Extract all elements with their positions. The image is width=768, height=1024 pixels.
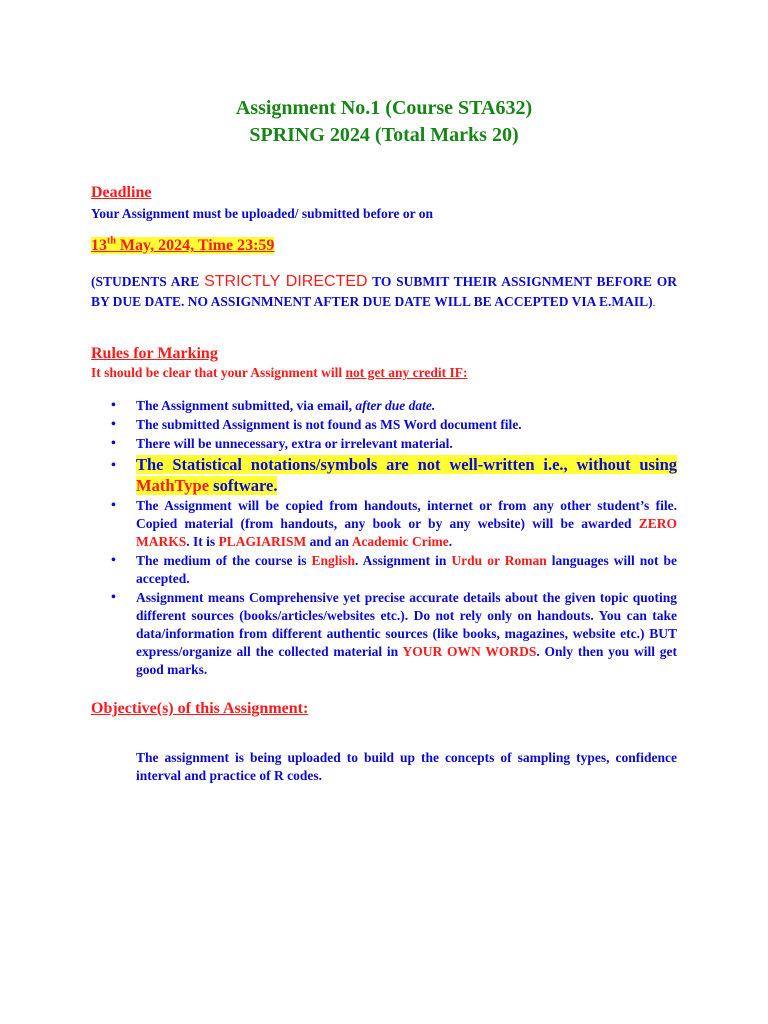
rule-item-6 (91, 552, 677, 588)
rule-5-academic-crime: Academic Crime (351, 534, 449, 549)
rule-6-text: The medium of the course is (136, 553, 312, 568)
rule-7-text: Assignment means Comprehensive yet precise accurate details about the given topic quoting different sources (books/articles/websites etc.). Do not rely only on handouts. You can take data/information from different authentic sources (like books, magazines, website etc.) BUT express/organize all the collected material in (136, 590, 677, 659)
rule-2-text: The submitted Assignment is not found as MS Word document file. (136, 417, 522, 432)
rule-5-plagiarism: PLAGIARISM (218, 534, 307, 549)
rule-6-mid: . Assignment in (355, 553, 452, 568)
rule-6-end: languages will not be accepted. (136, 553, 677, 586)
rule-1-italic: after due date. (355, 398, 436, 413)
rules-intro (91, 365, 468, 381)
objectives-heading: Objective(s) of this Assignment: (91, 700, 309, 717)
rule-item-1 (91, 397, 677, 415)
title-line-2: SPRING 2024 (Total Marks 20) (249, 124, 519, 146)
rule-4-text: The Statistical notations/symbols are not well-written i.e., without using (136, 455, 677, 474)
rule-5-zero-marks: ZERO MARKS (136, 516, 677, 549)
rule-4-mathtype: MathType (136, 476, 210, 495)
rules-list (91, 397, 677, 679)
rule-4-highlight (136, 455, 677, 495)
deadline-heading: Deadline (91, 184, 152, 201)
deadline-date-day: 13 (91, 237, 107, 255)
rule-5-mid2: and an (306, 534, 352, 549)
deadline-intro: Your Assignment must be uploaded/ submitted before or on (91, 206, 434, 221)
rule-7-end: . Only then you will get good marks. (136, 644, 678, 677)
deadline-date-highlight (91, 237, 274, 254)
directive-emphasis: STRICTLY DIRECTED (204, 273, 368, 290)
directive-end: . (652, 296, 656, 309)
rule-5-text: The Assignment will be copied from handouts, internet or from any other student’s file. Copied material (from handouts, any book or by any website) will be awarded (136, 498, 677, 531)
directive-prefix: (STUDENTS ARE (91, 274, 205, 289)
deadline-date (91, 236, 274, 255)
rule-7-own-words: YOUR OWN WORDS (402, 644, 537, 659)
title-line-1: Assignment No.1 (Course STA632) (235, 97, 533, 119)
rules-intro-prefix: It should be clear that your Assignment will (91, 365, 346, 380)
rules-intro-emphasis: not get any credit IF: (345, 365, 468, 380)
submission-directive (91, 272, 677, 313)
rule-1-text: The Assignment submitted, via email, (136, 398, 356, 413)
rule-item-7 (91, 589, 677, 679)
rule-5-mid: . It is (186, 534, 219, 549)
rule-item-5 (91, 497, 677, 551)
directive-rest: TO SUBMIT THEIR ASSIGNMENT BEFORE OR BY DUE DATE. NO ASSIGNMNENT AFTER DUE DATE WILL BE ACCEPTED VIA E.MAIL) (91, 274, 678, 309)
rules-heading: Rules for Marking (91, 345, 218, 362)
deadline-date-rest: May, 2024, Time 23:59 (115, 237, 275, 255)
deadline-date-suffix: th (107, 236, 116, 247)
rule-6-english: English (311, 553, 356, 568)
rule-4-end: software. (209, 476, 278, 495)
rule-item-4 (91, 454, 677, 496)
rule-3-text: There will be unnecessary, extra or irrelevant material. (136, 436, 453, 451)
rule-5-end: . (448, 534, 453, 549)
objectives-text: The assignment is being uploaded to build up the concepts of sampling types, confidence interval and practice of R codes. (136, 750, 677, 783)
rule-6-urdu-roman: Urdu or Roman (451, 553, 547, 568)
rule-item-3 (91, 435, 677, 453)
rule-item-2 (91, 416, 677, 434)
